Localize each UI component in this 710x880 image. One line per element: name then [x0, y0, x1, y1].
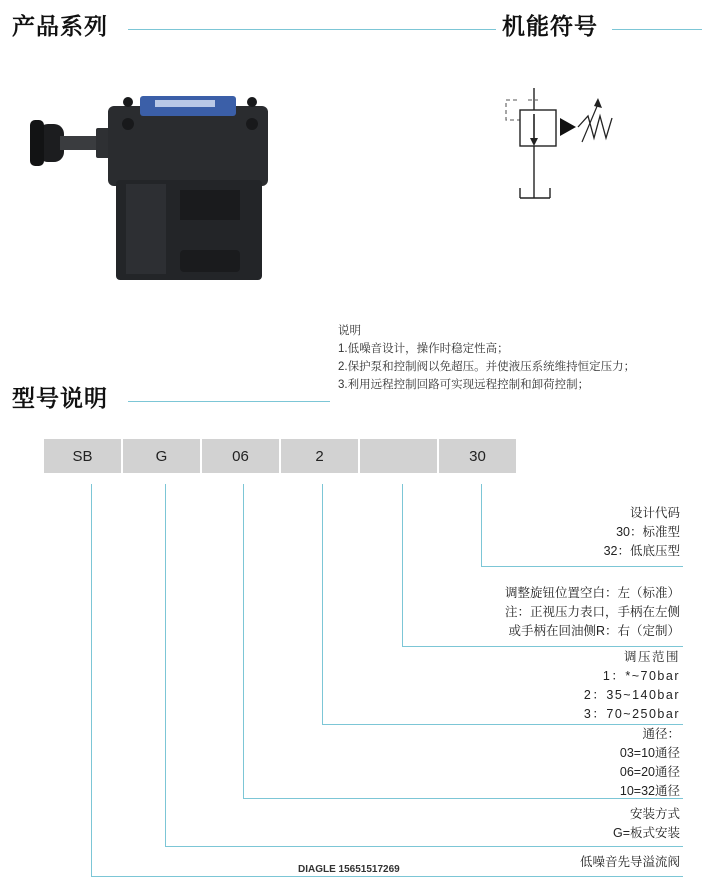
- legend-mounting: [613, 805, 680, 843]
- code-cell-design: 30: [439, 439, 516, 473]
- legend-line: 3：70~250bar: [583, 707, 680, 721]
- code-cell-pressure: 2: [281, 439, 358, 473]
- legend-knob-position: [505, 584, 680, 641]
- legend-line: 06=20通径: [619, 765, 680, 779]
- leader-line-bore: [243, 484, 244, 798]
- header-divider-line-right: [612, 29, 702, 30]
- leader-line-pressure: [322, 484, 323, 724]
- description-notes: [338, 322, 635, 394]
- legend-line: G=板式安装: [612, 826, 680, 840]
- legend-line: 10=32通径: [619, 784, 680, 798]
- leader-hline-series: [91, 876, 683, 877]
- leader-hline-bore: [243, 798, 683, 799]
- leader-line-design: [481, 484, 482, 566]
- product-series-heading: 产品系列: [12, 13, 108, 39]
- notes-title: 说明: [338, 325, 361, 337]
- leader-hline-knob: [402, 646, 683, 647]
- model-heading-line: [128, 401, 330, 402]
- legend-pressure-range: [584, 648, 680, 724]
- function-symbol-heading: 机能符号: [502, 13, 598, 39]
- legend-design-code: [604, 504, 680, 561]
- note-item: 3.利用远程控制回路可实现远程控制和卸荷控制；: [338, 379, 590, 391]
- relief-valve-symbol: [498, 78, 648, 208]
- valve-product-image: [30, 80, 280, 290]
- leader-hline-mounting: [165, 846, 683, 847]
- legend-line: 或手柄在回油侧R：右（定制）: [508, 624, 680, 638]
- legend-title: 设计代码: [629, 506, 680, 520]
- legend-bore: [620, 725, 680, 801]
- model-description-heading: 型号说明: [12, 385, 108, 411]
- code-cell-bore: 06: [202, 439, 279, 473]
- leader-line-knob: [402, 484, 403, 646]
- code-cell-knob: [360, 439, 437, 473]
- footer-contact: DIAGLE 15651517269: [298, 864, 400, 875]
- legend-line: 注：正视压力表口，手柄在左侧: [504, 605, 680, 619]
- legend-line: 03=10通径: [619, 746, 680, 760]
- legend-line: 32：低底压型: [603, 544, 680, 558]
- code-cell-mounting: G: [123, 439, 200, 473]
- leader-hline-design: [481, 566, 683, 567]
- note-item: 1.低噪音设计，操作时稳定性高；: [338, 343, 509, 355]
- legend-line: 30：标准型: [616, 525, 680, 539]
- legend-title: 低噪音先导溢流阀: [579, 855, 680, 869]
- legend-product-name: [580, 853, 680, 872]
- legend-line: 1：*~70bar: [602, 669, 680, 683]
- model-code-bar: [44, 439, 518, 473]
- legend-line: 2：35~140bar: [583, 688, 680, 702]
- legend-line: 调整旋钮位置空白：左（标准）: [504, 586, 680, 600]
- leader-line-series: [91, 484, 92, 876]
- header-divider-line: [128, 29, 496, 30]
- leader-line-mounting: [165, 484, 166, 846]
- legend-title: 通径：: [642, 727, 680, 741]
- legend-title: 安装方式: [629, 807, 680, 821]
- code-cell-series: SB: [44, 439, 121, 473]
- note-item: 2.保护泵和控制阀以免超压。并使液压系统维持恒定压力；: [338, 361, 636, 373]
- legend-title: 调压范围: [623, 650, 680, 664]
